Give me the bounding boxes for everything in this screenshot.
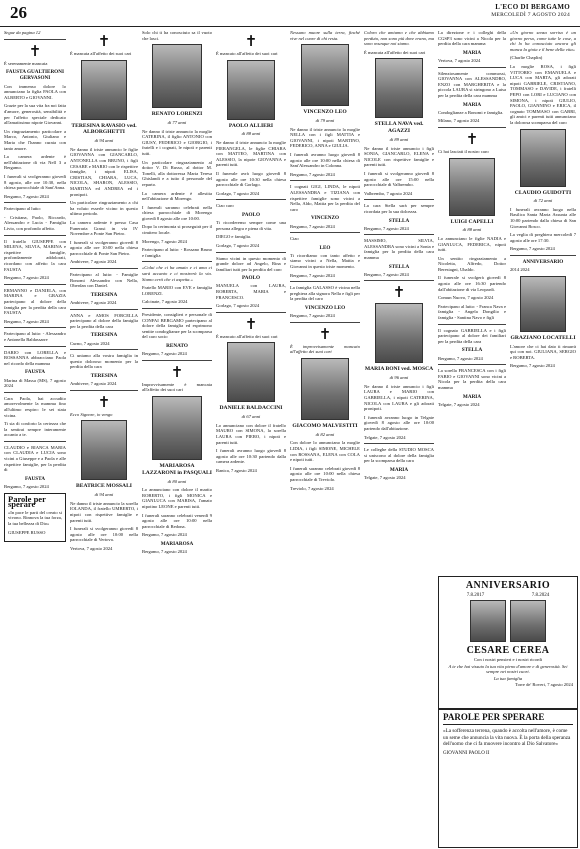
place-date: Treviolo, 7 agosto 2024 bbox=[290, 485, 334, 491]
notice-text: Ti sia di conforto la certezza che la sentirai sempre interamente accanto a te. bbox=[4, 421, 66, 438]
notice-text: Ne danno il triste annuncio le figlie GIOVANNA con GIANCARLO, ANTONELLA con BRUNO, i figli CESARE e MARIO con le rispettive famiglie, i nipoti ELISA, CRISTIAN, CHIARA, LUCA, NICOLA, SHARON, ALESSIO, MARTINA ed ANDREA ed i pronipoti. bbox=[70, 146, 138, 197]
deceased-name: TERESINA RAVASIO ved. ALBORGHETTI bbox=[71, 122, 137, 136]
anniversary-date-start: 7.8.2017 bbox=[466, 593, 485, 598]
notice-text: La famiglia GALASSO è vicina nella preghiera alla signora Nella e figli per la perdita del caro bbox=[290, 285, 360, 302]
notice-text: La cara Stella sarà per sempre ricordata per la sua dolcezza. bbox=[364, 203, 434, 214]
place-date: Vertova, 7 agosto 2024 bbox=[438, 57, 481, 63]
portrait-photo bbox=[81, 60, 127, 120]
age: di 80 anni bbox=[167, 478, 187, 484]
place-date: Bergamo, 7 agosto 2024 bbox=[4, 484, 49, 490]
notice-text: Ne danno il triste annuncio la sorella IOLANDA, il fratello UMBERTO, i nipoti con rispettive famiglie e parenti tutti. bbox=[70, 500, 138, 523]
notice-text: Ci uniamo alla vostra famiglia in questo doloroso momento per la perdita della cara bbox=[70, 353, 138, 370]
portrait-photo bbox=[520, 276, 566, 332]
notice-text: La direzione e i colleghi della CGSP3 sono vicini a Nicola per la perdita della cara mamma bbox=[438, 30, 506, 47]
notice-text: Cara Paola, hai accudito amorevolmente la mamma fino all'ultimo respiro: le sei stata vicina. bbox=[4, 395, 66, 418]
anniversary-box bbox=[438, 576, 578, 710]
notice-text: Silenziosamente commossi, GIOVANNA con ALESSANDRO, ENZO con MARGHERITA e la piccola LAURA si stringono a Luisa per la perdita della cara mamma bbox=[438, 70, 506, 98]
deceased-name: MARIA bbox=[462, 101, 482, 108]
column-8 bbox=[510, 30, 576, 572]
place-date: Bergamo, 7 agosto 2024 bbox=[290, 313, 335, 319]
hope-words-title: PAROLE PER SPERARE bbox=[443, 712, 573, 725]
notice-text: Ne danno il triste annuncio la moglie CATERINA, il figlio ANTONIO con GIUSY, FEDERICO e GIORGIO, i fratelli e i cognati, le nipoti e parenti tutti. bbox=[142, 128, 212, 156]
deceased-name: MARIAROSA bbox=[160, 540, 194, 547]
notice-text: Il funerale si svolgerà giovedì 8 agosto alle ore 16:30 partendo dall'abitazione di via Leopardi. bbox=[438, 275, 506, 292]
portrait-photo bbox=[301, 44, 349, 106]
notice-text: La camera ardente è allestita nell'abitazione di Morengo. bbox=[142, 190, 212, 202]
place-date: Telgate, 7 agosto 2024 bbox=[438, 401, 480, 407]
notice-text: I funerali si svolgeranno giovedì 8 agosto alle ore 15:00 nella parrocchiale di Valbrembo. bbox=[364, 170, 434, 188]
deceased-name: FAUSTA bbox=[25, 369, 45, 376]
deceased-name: PAOLO bbox=[241, 211, 261, 218]
cross-icon: ✝ bbox=[97, 392, 111, 411]
page-number: 26 bbox=[10, 3, 27, 22]
column-2 bbox=[70, 30, 138, 845]
notice-text: La sorella FRANCESCA con i figli FABIO e GIOVANNI sono vicini a Nicola per la perdita della cara mamma bbox=[438, 368, 506, 390]
age: di 88 anni bbox=[241, 131, 261, 137]
deceased-name: LEO bbox=[319, 244, 331, 251]
notice-text: I funerali avranno luogo giovedì 8 agosto alle ore 10:00 nella chiesa di Sant'Alessandro in Colonna. bbox=[290, 151, 360, 169]
place-date: Bergamo, 7 agosto 2024 bbox=[290, 223, 335, 229]
notice-text: Ne danno il triste annuncio i figli LAURA e MARIO con GABRIELLA, i nipoti CATERINA, NICOLA con LAURA e gli adorati pronipoti. bbox=[364, 383, 434, 412]
age: di 67 anni bbox=[241, 414, 261, 420]
intro-line: È mancato all'affetto dei suoi cari bbox=[216, 333, 278, 339]
age: di 96 anni bbox=[389, 375, 409, 381]
portrait-photo bbox=[375, 58, 423, 118]
notice-text: MANUELA con LAURA, ROBERTA, MARIA e FRANCESCO. bbox=[216, 283, 286, 300]
anniversary-name: CESARE CEREA bbox=[466, 645, 550, 656]
intro-line: È improvvisamente mancato all'affetto dei suoi cari bbox=[290, 343, 360, 355]
notice-text: Grazie per la sua vita fra noi fatta d'amore, generosità, sensibilità e per l'affetto speciale dedicato all'amatissimo nipote Giovanni. bbox=[4, 103, 66, 126]
cross-icon: ✝ bbox=[28, 41, 42, 60]
intro-line: Improvvisamente è mancata all'affetto dei suoi cari bbox=[142, 381, 212, 393]
column-5 bbox=[290, 30, 360, 845]
place-date: Bergamo, 7 agosto 2024 bbox=[4, 275, 49, 281]
notice-text: Fratello MARIO con EVE e famiglia LORENZI. bbox=[142, 285, 212, 296]
newspaper-name: L'ECO DI BERGAMO bbox=[495, 3, 570, 11]
notice-text: I funerali si svolgeranno giovedì 8 agosto, alle ore 10:30, nella chiesa parrocchiale di Sant'Anna. bbox=[4, 173, 66, 191]
notice-text: I funerali saranno celebrati venerdì 9 agosto alle ore 10:00 nella parrocchiale di Redona. bbox=[142, 512, 212, 529]
place-date: Telgate, 7 agosto 2024 bbox=[364, 434, 406, 440]
place-date: Gorlago, 7 agosto 2024 bbox=[216, 190, 260, 196]
cross-icon: ✝ bbox=[97, 32, 111, 50]
age: di 94 anni bbox=[94, 492, 114, 498]
place-date: Bergamo, 7 agosto 2024 bbox=[290, 272, 335, 278]
notice-text: MASSIMO, SILVIA, ALESSANDRA sono vicini a Sonia e famiglia per la perdita della cara mamma bbox=[364, 238, 434, 261]
place-date: Bergamo, 7 agosto 2024 bbox=[438, 355, 483, 361]
notice-text: CLAUDIO e BIANCA MARIA con CLAUDIA e LUCIA sono vicini a Giuseppe e a Paola e alle rispettive famiglie, per la perdita di bbox=[4, 444, 66, 473]
place-date: Bergamo, 7 agosto 2024 bbox=[364, 271, 409, 277]
quote-source: (Charlie Chaplin) bbox=[510, 55, 543, 61]
portrait-photo bbox=[301, 358, 349, 420]
intro-line: Ecco Signore, io vengo bbox=[70, 411, 113, 417]
deceased-name: VINCENZO bbox=[311, 215, 339, 222]
notice-text: Il funerale avrà luogo giovedì 8 agosto alle ore 10:30 nella chiesa parrocchiale di Gorlago. bbox=[216, 170, 286, 188]
cross-icon: ✝ bbox=[244, 32, 258, 50]
place-date: Gorlago, 7 agosto 2024 bbox=[216, 303, 260, 309]
cross-icon: ✝ bbox=[465, 129, 479, 148]
portrait-photo bbox=[375, 303, 423, 363]
deceased-name: FAUSTA GUALTIERONI GERVASONI bbox=[6, 69, 64, 82]
place-date: Bergamo, 7 agosto 2024 bbox=[290, 171, 335, 177]
place-date: Curno, 7 agosto 2024 bbox=[70, 340, 110, 346]
intro-line: Solo chi ti ha conosciuto sa il vuoto che lasci. bbox=[142, 30, 212, 41]
deceased-name: LUIGI CAPELLI bbox=[450, 218, 494, 225]
notice-text: Un particolare ringraziamento a chi ha voluto esserle vicino in questo ultimo periodo. bbox=[70, 200, 138, 217]
intro-line: Ci hai lasciati il nostro caro bbox=[438, 148, 489, 154]
age: di 94 anni bbox=[94, 138, 114, 144]
deceased-name: TERESINA bbox=[90, 373, 118, 379]
notice-text: Dopo la cerimonia si proseguirà per il cimitero locale. bbox=[142, 224, 212, 236]
notice-text: Lo annunciano con dolore il marito ROBERTO, i figli MONICA e GIANLUCA con MARISA, l'amato nipotino LEONE e parenti tutti. bbox=[142, 487, 212, 509]
place-date: Bergamo, 7 agosto 2024 bbox=[510, 246, 555, 252]
deceased-name: BEATRICE MOSSALI bbox=[75, 483, 132, 490]
notice-text: Siamo vicini in questo momento di grande dolore ad Angelo, Rina e familiari tutti per la perdita del caro bbox=[216, 255, 286, 272]
deceased-name: STELLA bbox=[388, 217, 410, 224]
notice-text: I funerali avranno luogo in Telgate giovedì 8 agosto alle ore 10:00 partendo dall'abitazione. bbox=[364, 414, 434, 432]
notice-text: Ciao caro bbox=[216, 203, 234, 209]
notice-text: La camera ardente è presso Casa Funeraria Grassi in via IV Novembre a Ponte San Pietro. bbox=[70, 219, 138, 237]
place-date: Bergamo, 7 agosto 2024 bbox=[510, 363, 555, 369]
place-date: Bergamo, 7 agosto 2024 bbox=[142, 532, 187, 538]
notice-text: Lo annunciano le figlie NADIA e GIANLUCA, FEDERICA, nipoti tutti. bbox=[438, 235, 506, 253]
notice-text: Un particolare ringraziamento al dottor V. Di Russo, al dottor M. Tonelli, alla dottoressa Maria Teresa Ghislandi e a tutto il personale del reparto. bbox=[142, 159, 212, 187]
anniversary-text: A te che hai vissuto la tua vita pieno d'amore e di generosità. Sei sempre nei nostri cuori. bbox=[448, 663, 568, 675]
newspaper-masthead bbox=[491, 3, 570, 19]
deceased-name: MARIAROSA LAZZARONI in PASQUALI bbox=[142, 462, 212, 476]
portrait-photo bbox=[510, 600, 546, 642]
cross-icon: ✝ bbox=[244, 314, 258, 333]
deceased-name: FAUSTA bbox=[25, 475, 45, 482]
place-date: Bergamo, 7 agosto 2024 bbox=[142, 351, 187, 357]
place-date: Milano, 7 agosto 2024 bbox=[438, 118, 480, 124]
deceased-name: GRAZIANO LOCATELLI bbox=[510, 334, 576, 341]
column-1 bbox=[4, 30, 66, 845]
portrait-photo bbox=[152, 44, 202, 108]
issue-date: MERCOLEDÌ 7 AGOSTO 2024 bbox=[491, 12, 570, 18]
age: di 82 anni bbox=[315, 431, 335, 437]
place-date: Bergamo, 7 agosto 2024 bbox=[142, 549, 187, 555]
notice-text: L'amore che ci hai dato ti rimarrà qui con noi. GIULIANA, SERGIO e ROBERTA. bbox=[510, 343, 576, 360]
hope-words-box bbox=[438, 708, 578, 848]
deceased-name: MARIA bbox=[389, 466, 409, 473]
deceased-name: STELLA bbox=[388, 263, 410, 270]
portrait-photo bbox=[227, 342, 275, 402]
notice-text: I funerali saranno celebrati giovedì 8 agosto alle ore 10:00 nella chiesa parrocchiale di Treviolo. bbox=[290, 465, 360, 482]
deceased-name: PAOLO ALLIERI bbox=[228, 122, 274, 129]
notice-text: Con dolore lo annunciano la moglie LIDIA, i figli SIMONE, MICHELE con ROSSANA, ELENA con COLA e nipoti tutti. bbox=[290, 440, 360, 463]
notice-text: Partecipano al lutto: - Alessandro e Antonella Baldassarre bbox=[4, 331, 66, 342]
hope-words-text: «La sofferenza terrena, quando è accolta nell'amore, è come un seme che annuncia la vita nuova. È la porta della speranza dell'uomo che ci fa muovere incontro al Dio Salvatore» bbox=[443, 728, 571, 748]
portrait-photo bbox=[520, 129, 566, 187]
notice-text: DIEGO e famiglia. bbox=[216, 234, 252, 240]
cross-icon: ✝ bbox=[318, 324, 332, 343]
notice-text: DARIO con LORELLA e ROSSANNA abbracciano Paola nel ricordo della mamma bbox=[4, 349, 66, 366]
place-date: Telgate, 7 agosto 2024 bbox=[364, 475, 406, 481]
anniversary-subtitle: Con i nostri pensieri e i nostri ricordi bbox=[473, 657, 542, 662]
anniversary-photos bbox=[443, 600, 573, 642]
portrait-photo bbox=[470, 600, 506, 642]
notice-text: I cognati GIGI, LINDA, le nipoti ALESSANDRA e TIZIANA con rispettive famiglie sono vicini a Nella, Aldo, Mattia per la perdita del caro bbox=[290, 184, 360, 212]
anniversary-years: 2014 2024 bbox=[510, 267, 530, 273]
deceased-name: MARIA bbox=[462, 49, 482, 56]
intro-line: Coloro che amiamo e che abbiamo perduto, non sono più dove erano, ma sono ovunque noi siamo. bbox=[364, 30, 434, 47]
place-date: Vertova, 7 agosto 2024 bbox=[70, 545, 113, 551]
notice-text: Le colleghe della STUDIO MOSCA si uniscono al dolore della famiglia per la scomparsa della cara bbox=[364, 447, 434, 464]
place-date: Ambivere, 7 agosto 2024 bbox=[70, 381, 117, 387]
notice-text: Presidente, consiglieri e personale di CONFAI BERGAMO partecipano al dolore della famiglia ed esprimono sentite condoglianze per la scomparsa del caro socio bbox=[142, 312, 212, 340]
place-date: Ambivere, 7 agosto 2024 bbox=[70, 259, 117, 265]
notice-text: Il fratello GIUSEPPE con MILENA, SILVIA, MARINA e rispettive famiglie, profondamente addolorati, ricordano con affetto la cara FAUSTA bbox=[4, 238, 66, 272]
age: di 77 anni bbox=[167, 119, 187, 125]
deceased-name: VINCENZO LEO bbox=[304, 305, 346, 312]
place-date: Calcinate, 7 agosto 2024 bbox=[142, 299, 188, 305]
cross-icon: ✝ bbox=[170, 362, 184, 381]
place-date: Marina di Massa (MS), 7 agosto 2024 bbox=[4, 377, 66, 389]
column-3 bbox=[142, 30, 212, 845]
deceased-name: STELLA NAVA ved. AGAZZI bbox=[374, 121, 424, 135]
intro-line: Nessuno muore sulla terra, finché vive nel cuore di chi resta. bbox=[290, 30, 360, 41]
intro-line: È mancato all'affetto dei suoi cari bbox=[216, 51, 278, 56]
notice-text: La moglie ROSA, i figli VITTORIO con EMANUELA e LUCA con MARTA, gli adorati nipoti GABRIELE, CRISTIANO, TOMMASO e DAVIDE, i fratelli PEPO con LORI e LUCIANO con SIMONA, i nipoti GIULIO, PAOLO, GIANNINO e ERICA, il cognato TOMMASO con GABRI, gli amici e parenti tutti annunciano la dolorosa scomparsa del caro bbox=[510, 63, 576, 125]
anniversary-date-end: 7.8.2024 bbox=[531, 593, 550, 598]
notice-text: ERMANNO e DANIELA, con MARINA e GRAZIA partecipano al dolore della famiglia per la perdita della cara FAUSTA bbox=[4, 287, 66, 316]
portrait-photo bbox=[449, 158, 495, 216]
age: di 79 anni bbox=[315, 117, 335, 123]
notice-text: Il cognato GABRIELLA e i figli partecipano al dolore dei familiari per la perdita della cara bbox=[438, 327, 506, 344]
notice-text: La veglia di preghiera mercoledì 7 agosto alle ore 17:30. bbox=[510, 232, 576, 243]
place-date: Torre de' Roveri, 7 agosto 2024 bbox=[515, 682, 573, 688]
anniversary-label: ANNIVERSARIO bbox=[522, 259, 564, 266]
notice-text: Un ringraziamento particolare a Marco, Antonio, Giuliano e Maria che l'hanno curata con tanto amore. bbox=[4, 128, 66, 151]
hope-box bbox=[4, 493, 66, 543]
age: di 89 anni bbox=[389, 136, 409, 142]
portrait-photo bbox=[81, 420, 127, 480]
place-date: Gorlago, 7 agosto 2024 bbox=[216, 242, 260, 248]
place-date: Ambivere, 7 agosto 2024 bbox=[70, 300, 117, 306]
notice-text: Partecipano al lutto: - Rossano Bruno e famiglia bbox=[142, 247, 212, 258]
place-date: Bergamo, 7 agosto 2024 bbox=[364, 225, 409, 231]
notice-text: I funerali avranno luogo nella Basilica Santa Maria Assunta alle 10:00 partendo dalla chiesa di San Giovanni Bosco. bbox=[510, 206, 576, 229]
notice-text: Ti ricorderemo sempre come una persona allegra e piena di vita. bbox=[216, 220, 286, 231]
deceased-name: TERESINA bbox=[90, 291, 118, 298]
age: di 88 anni bbox=[462, 227, 482, 233]
column-6 bbox=[364, 30, 434, 845]
notice-text: «Colui che ci ha amato e ci ama ci sarà accanto e ci mostrerà la via. Siamo certi che ci aspetta.» bbox=[142, 265, 212, 282]
notice-text: Partecipano al lutto: bbox=[4, 206, 41, 212]
cross-icon: ✝ bbox=[392, 283, 406, 302]
deceased-name: TERESINA bbox=[90, 332, 118, 339]
hope-box-title: Parole per sperare bbox=[8, 493, 46, 510]
deceased-name: PAOLO bbox=[241, 275, 261, 282]
place-date: Ranica, 7 agosto 2024 bbox=[216, 468, 257, 473]
deceased-name: DANIELE BALDACCINI bbox=[219, 405, 283, 412]
notice-text: La camera ardente è nell'abitazione di via Nell 3 a Bergamo. bbox=[4, 154, 66, 171]
notice-text: ANNA e AMOS FORCELLA partecipano al dolore della famiglia per la perdita della cara bbox=[70, 312, 138, 329]
deceased-name: MARIA BONI ved. MOSCA bbox=[364, 366, 434, 373]
notice-text: Ne danno il triste annuncio la moglie PIERANGELA, le figlie CHIARA con MATTEO, MARTINA con ALESSIO, la nipote GIOVANNA e parenti tutti. bbox=[216, 139, 286, 168]
deceased-name: RENATO bbox=[166, 342, 188, 349]
deceased-name: RENATO LORENZI bbox=[151, 111, 203, 118]
deceased-name: VINCENZO LEO bbox=[303, 109, 347, 116]
portrait-photo bbox=[152, 396, 202, 460]
notice-text: Ciao bbox=[290, 236, 299, 242]
notice-text: Partecipano al lutto: - Famiglie Bonomi Alessandro con Nella, Oberdan con Daniel. bbox=[70, 272, 138, 289]
notice-text: Lo annunciano con dolore il fratello MAURO con SIMONA, la sorella LAURA con PIERO, i nipoti e parenti tutti. bbox=[216, 422, 286, 445]
place-date: Bergamo, 7 agosto 2024 bbox=[4, 318, 49, 324]
notice-text: I funerali avranno luogo giovedì 8 agosto alle ore 10:30 partendo dalla camera ardente. bbox=[216, 448, 286, 465]
intro-line: È serenamente mancata bbox=[4, 60, 48, 66]
notice-text: Condoglianze a Bonomi e famiglia. bbox=[438, 109, 504, 115]
place-date: Valbrembo, 7 agosto 2024 bbox=[364, 190, 413, 196]
notice-text: I funerali si svolgeranno giovedì 8 agosto alle ore 10:00 nella chiesa parrocchiale di Ponte San Pietro. bbox=[70, 239, 138, 256]
notice-text: - Cristiana, Paolo, Riccardo, Alessandro e Lucia - Famiglia Livio, con profondo affetto. bbox=[4, 214, 66, 232]
portrait-photo bbox=[227, 60, 275, 120]
column-4 bbox=[216, 30, 286, 845]
hope-box-text: «In pace le parti del creato si vivono. Rinnova la tua forza, la tua bellezza di Dio» bbox=[8, 509, 62, 527]
notice-text: I funerali saranno celebrati nella chiesa parrocchiale di Morengo giovedì 8 agosto alle ore 10:00. bbox=[142, 204, 212, 221]
hope-words-source: GIOVANNI PAOLO II bbox=[443, 750, 490, 756]
intro-line: È mancata all'affetto dei suoi cari bbox=[70, 51, 132, 56]
notice-text: Un sentito ringraziamento a Nicoletta, Alfredo, Dottor Berestagni, Ubaldo. bbox=[438, 255, 506, 272]
anniversary-dates bbox=[443, 593, 573, 598]
notice-text: Partecipano al lutto: - Franca Nava e famiglia - Angela Dongilio e famiglia - Santina Navo e figli bbox=[438, 303, 506, 321]
notice-text: Ti ricordiamo con tanto affetto e siamo vicini a Nella, Mattia e Giovanni in questo triste momento. bbox=[290, 252, 360, 270]
age: di 72 anni bbox=[533, 198, 553, 204]
hope-box-source: GIUSEPPE RUSSO bbox=[8, 529, 46, 535]
anniversary-signature: La tua famiglia bbox=[493, 675, 523, 681]
deceased-name: STELLA bbox=[461, 347, 483, 354]
notice-text: Ne danno il triste annuncio la moglie NELLA con i figli MATTIA e GIOVANNI, i nipoti MARTINO, FEDERICO, ANNA e GIULIA. bbox=[290, 126, 360, 149]
place-date: Comun Nuovo, 7 agosto 2024 bbox=[438, 295, 494, 301]
notice-text: I funerali si svolgeranno giovedì 8 agosto alle ore 10:00 nella parrocchiale di Vertova. bbox=[70, 526, 138, 543]
deceased-name: CLAUDIO GUIDOTTI bbox=[514, 189, 572, 196]
notice-text: Ne danno il triste annuncio i figli SONIA, GIANCARLO, ELENA e NICOLE con rispettive famiglie e parenti tutti. bbox=[364, 145, 434, 168]
deceased-name: GIACOMO MALVESTITI bbox=[292, 423, 358, 430]
intro-line: È mancata all'affetto dei suoi cari bbox=[364, 49, 426, 55]
intro-quote: «Un giorno senza sorriso è un giorno perso, come tutte le cose, a chi lo ha conosciuto ancora gli manca la gioia e il bene della vita» bbox=[510, 30, 576, 52]
place-date: Bergamo, 7 agosto 2024 bbox=[4, 193, 49, 199]
column-7 bbox=[438, 30, 506, 572]
notice-text: Con immenso dolore lo annunciano la figlia PAOLA con ALBERTO e GIOVANNI. bbox=[4, 83, 66, 100]
place-date: Morengo, 7 agosto 2024 bbox=[142, 238, 187, 244]
deceased-name: MARIA bbox=[462, 393, 482, 400]
page-header bbox=[0, 0, 580, 27]
continuation-note: Segue da pagina 12 bbox=[4, 30, 41, 35]
anniversary-title: ANNIVERSARIO bbox=[465, 580, 551, 591]
